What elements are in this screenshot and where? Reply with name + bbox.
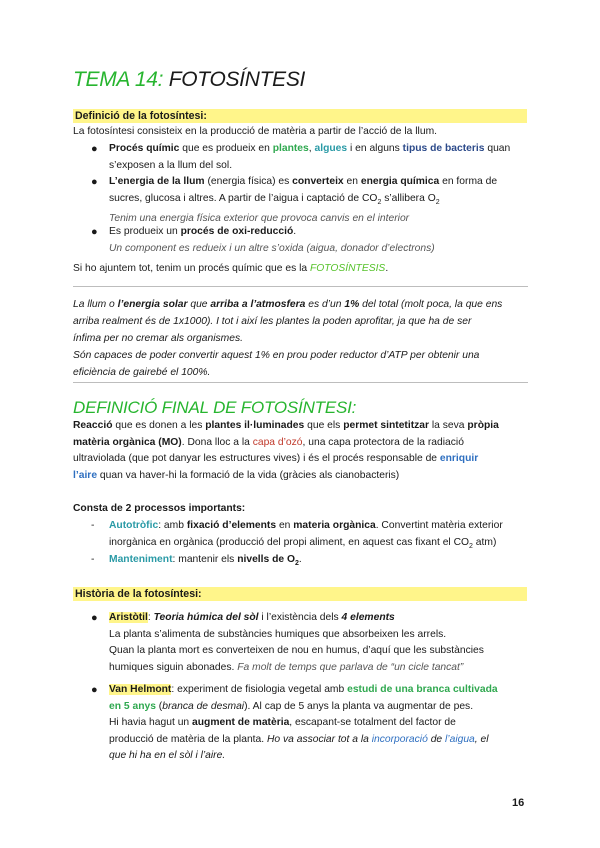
text-enriquir: enriquir — [439, 453, 479, 465]
text: (energia física) es — [204, 176, 293, 187]
text-italic: , el — [474, 733, 489, 745]
text-5-anys: en 5 anys — [109, 700, 156, 712]
text-bold: nivells de O — [237, 554, 295, 565]
text-bold: fixació d’elements — [186, 520, 277, 531]
text: . Convertint matèria exterior — [375, 520, 503, 531]
note-paragraph — [73, 296, 528, 381]
text-estudi: estudi de una branca cultivada — [347, 684, 498, 695]
text-aigua: l’aigua — [445, 733, 475, 745]
text-bold: materia orgànica — [293, 520, 376, 531]
section-heading-definicio-final: DEFINICIÓ FINAL DE FOTOSÍNTESI: — [73, 398, 357, 417]
text: en — [343, 176, 361, 187]
text-italic: Un component es redueix i un altre s’oxida (aigua, donador d’electrons) — [109, 242, 435, 254]
dash-icon: - — [91, 554, 95, 565]
page-number: 16 — [512, 797, 525, 809]
text: . Dona lloc a la — [181, 436, 253, 448]
text-bold: Reacció — [73, 420, 113, 431]
title-main: FOTOSÍNTESI — [168, 68, 306, 91]
divider — [73, 382, 528, 383]
text: es d’un — [305, 299, 345, 310]
bullet-van-helmont — [109, 682, 529, 765]
text-elements: 4 elements — [341, 612, 395, 623]
text: , — [308, 143, 315, 154]
text: que es donen a les — [112, 420, 206, 431]
bullet-aristotil — [109, 610, 529, 676]
text: Hi havia hagut un — [109, 717, 193, 729]
text: i l’existència dels — [258, 612, 342, 623]
text: , escapant-se totalment del factor de — [289, 717, 456, 729]
text-bold: pròpia — [467, 420, 499, 431]
text-bold: procés de oxi-reducció — [180, 226, 294, 237]
text-italic: que hi ha en el sòl i l’aire. — [109, 750, 226, 762]
text: ultraviolada (que pot danyar les estructures vives) i és el procés responsable de — [73, 453, 440, 465]
bullet-icon: ● — [91, 176, 98, 188]
text: i en alguns — [347, 143, 403, 154]
text-bold: permet sintetitzar — [343, 420, 430, 431]
text: La planta s’alimenta de substàncies humiques que absorbeixen les arrels. — [109, 628, 447, 640]
subscript: 2 — [469, 542, 473, 550]
text: : amb — [158, 520, 187, 531]
text: Són capaces de poder convertir aquest 1% en prou poder reductor d’ATP per obtenir una — [73, 350, 480, 361]
text: ínfima per no cremar als organismes. — [73, 333, 243, 344]
text-bold: L’energia de la llum — [109, 176, 205, 187]
summary-line — [73, 261, 528, 278]
text: sucres, glucosa i altres. A partir de l’aigua i captació de CO — [109, 192, 378, 204]
text: s’exposen a la llum del sol. — [109, 159, 233, 171]
section-heading-historia: Història de la fotosíntesi: — [73, 587, 527, 601]
text: quan va haver-hi la formació de la vida (gràcies als cianobacteris) — [97, 469, 400, 481]
text-teoria: Teoria húmica del sòl — [153, 612, 259, 623]
text: s’allibera O — [381, 192, 436, 204]
text: inorgànica en orgànica (producció del propi aliment, en aquest cas fixant el CO — [109, 536, 470, 548]
page-title — [73, 68, 305, 92]
text-manteniment: Manteniment — [109, 554, 173, 565]
text-bold: Procés químic — [109, 143, 180, 154]
text: arriba realment és de 1x1000). I tot i així les plantes la poden aprofitar, ja que ha de ser — [73, 316, 472, 327]
text-van-helmont: Van Helmont — [109, 684, 172, 695]
text-bold: augment de matèria — [192, 717, 290, 729]
subscript: 2 — [295, 560, 299, 568]
dash-item-manteniment — [109, 552, 529, 573]
text-bold: l’energia solar — [117, 299, 188, 310]
text: Si ho ajuntem tot, tenim un procés químic que es la — [73, 263, 310, 274]
text: humiques siguin abonades. — [109, 661, 235, 673]
text: ( — [155, 700, 163, 712]
text: eficiència de gairebé el 100%. — [73, 367, 211, 378]
text-incorporacio: incorporació — [371, 733, 428, 745]
bullet-icon: ● — [91, 143, 98, 155]
bullet-oxi-reduccio — [109, 224, 529, 257]
bullet-proces-quimic — [109, 141, 529, 174]
text: Es produeix un — [109, 226, 181, 237]
text: en — [276, 520, 294, 531]
text-aristotil: Aristòtil — [109, 612, 148, 623]
title-prefix: TEMA 14: — [73, 68, 164, 91]
subscript: 2 — [435, 198, 440, 206]
text-autotrofic: Autotròfic — [109, 520, 159, 531]
text: Quan la planta mort es converteixen de nou en humus, d’aquí que les substàncies — [109, 645, 484, 657]
definition-paragraph — [73, 418, 528, 484]
text-fotosintesis: FOTOSÍNTESIS — [309, 263, 386, 274]
text: La llum o — [73, 299, 118, 310]
text: quan — [484, 143, 511, 154]
text-bold: plantes il·luminades — [205, 420, 305, 431]
text-bold: energia química — [360, 176, 440, 187]
text: del total (molt poca, la que ens — [359, 299, 503, 310]
text-bold: arriba a l’atmosfera — [210, 299, 306, 310]
text: . — [298, 554, 302, 565]
text: atm) — [472, 536, 497, 548]
text: . — [293, 226, 297, 237]
text: : mantenir els — [172, 554, 238, 565]
text-algues: algues — [314, 143, 348, 154]
text: ). Al cap de 5 anys la planta va augmentar de pes. — [244, 700, 474, 712]
text-italic: Tenim una energia física exterior que provoca canvis en el interior — [109, 213, 410, 225]
text: en forma de — [439, 176, 498, 187]
text-italic: Ho va associar tot a la — [264, 733, 372, 745]
dash-item-autotrofic — [109, 518, 529, 555]
text: que els — [304, 420, 344, 431]
divider — [73, 286, 528, 287]
text: : — [147, 612, 154, 623]
text-aire: l’aire — [73, 469, 98, 481]
bullet-icon: ● — [91, 612, 98, 624]
text-italic: de — [427, 733, 446, 745]
text-plantes: plantes — [272, 143, 309, 154]
section-heading-definicio: Definició de la fotosíntesi: — [73, 109, 527, 123]
text-bold: converteix — [292, 176, 344, 187]
text: la seva — [429, 420, 468, 431]
text-capa-ozo: capa d’ozó — [252, 436, 303, 448]
text: : experiment de fisiologia vegetal amb — [171, 684, 348, 695]
text: , una capa protectora de la radiació — [302, 436, 464, 448]
text-desmai: branca de desmai — [162, 700, 245, 712]
consta-heading: Consta de 2 processos importants: — [73, 503, 246, 514]
dash-icon: - — [91, 520, 95, 531]
bullet-energia-llum — [109, 174, 529, 228]
text-bacteris: tipus de bacteris — [402, 143, 485, 154]
text-bold: 1% — [344, 299, 360, 310]
text-italic: Fa molt de temps que parlava de “un cicle tancat” — [237, 661, 464, 673]
text: que es produeix en — [179, 143, 273, 154]
text: que — [187, 299, 211, 310]
bullet-icon: ● — [91, 226, 98, 238]
bullet-icon: ● — [91, 684, 98, 696]
text: . — [385, 263, 389, 274]
subscript: 2 — [377, 198, 382, 206]
text: producció de matèria de la planta. — [109, 733, 265, 745]
text-bold: matèria orgànica (MO) — [73, 436, 182, 448]
intro-paragraph: La fotosíntesi consisteix en la producció de matèria a partir de l’acció de la llum. — [73, 126, 438, 137]
